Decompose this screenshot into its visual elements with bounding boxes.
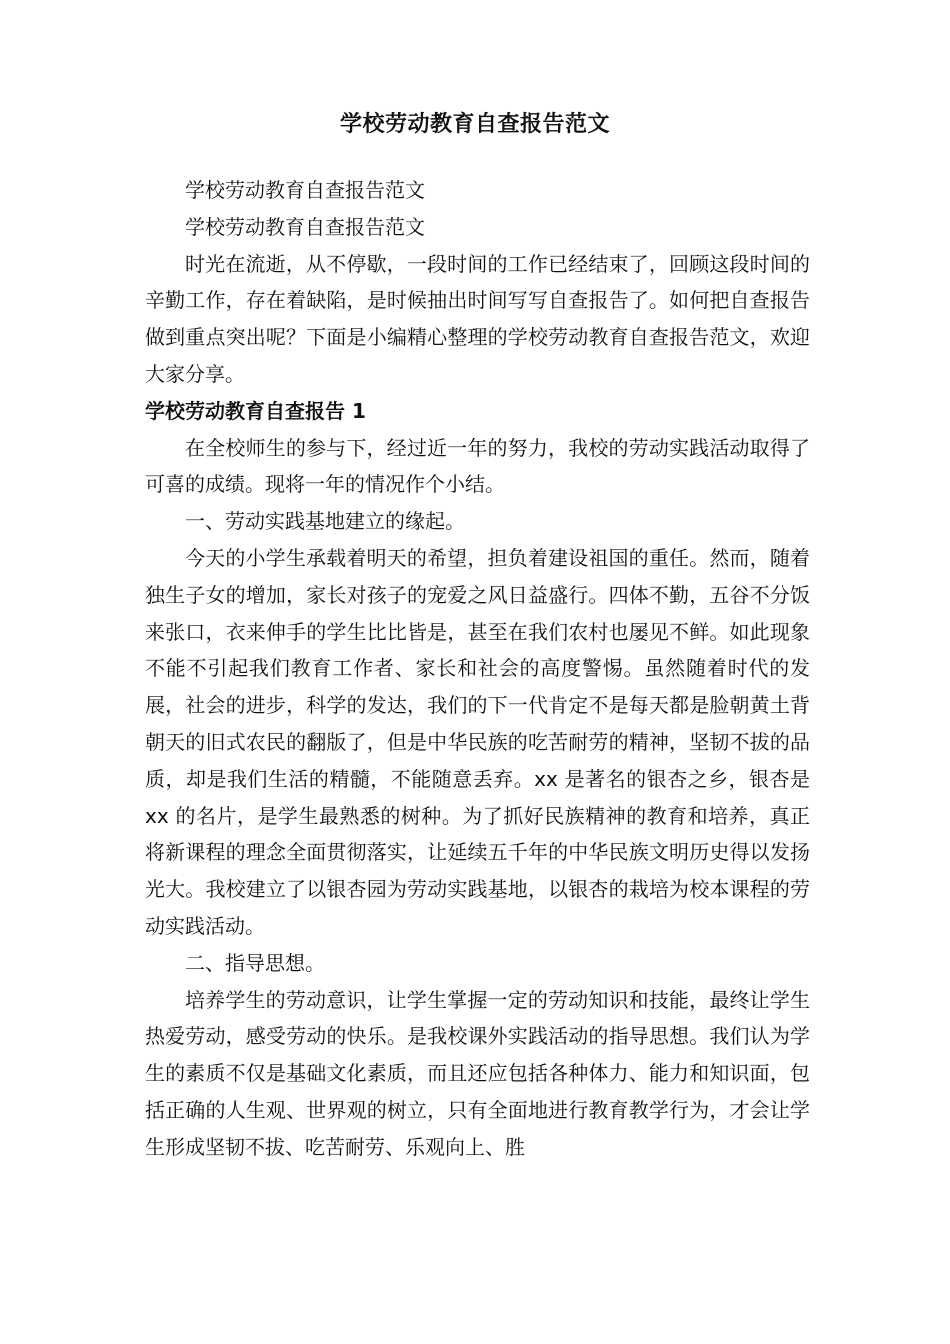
paragraph: 一、劳动实践基地建立的缘起。 — [185, 509, 465, 534]
document-title: 学校劳动教育自查报告范文 — [339, 112, 610, 137]
paragraph: 培养学生的劳动意识，让学生掌握一定的劳动知识和技能，最终让学生热爱劳动，感受劳动的快乐。是我校课外实践活动的指导思想。我们认为学生的素质不仅是基础文化素质，而且还应包括各种体力、能力和知识面，包括正确的人生观、世界观的树立，只有全面地进行教育教学行为，才会让学生形成坚韧不拔、吃苦耐劳、乐观向上、胜 — [145, 987, 810, 1159]
section-heading: 学校劳动教育自查报告 1 — [145, 398, 366, 423]
document-body — [145, 172, 810, 1166]
paragraph: 时光在流逝，从不停歇，一段时间的工作已经结束了，回顾这段时间的辛勤工作，存在着缺陷，是时候抽出时间写写自查报告了。如何把自查报告做到重点突出呢？下面是小编精心整理的学校劳动教育自查报告范文，欢迎大家分享。 — [145, 251, 810, 386]
paragraph: 二、指导思想。 — [185, 950, 325, 975]
paragraph: 今天的小学生承载着明天的希望，担负着建设祖国的重任。然而，随着独生子女的增加，家长对孩子的宠爱之风日益盛行。四体不勤，五谷不分饭来张口，衣来伸手的学生比比皆是，甚至在我们农村也屡见不鲜。如此现象不能不引起我们教育工作者、家长和社会的高度警惕。虽然随着时代的发展，社会的进步，科学的发达，我们的下一代肯定不是每天都是脸朝黄土背朝天的旧式农民的翻版了，但是中华民族的吃苦耐劳的精神，坚韧不拔的品质，却是我们生活的精髓，不能随意丢弃。xx 是著名的银杏之乡，银杏是 xx 的名片，是学生最熟悉的树种。为了抓好民族精神的教育和培养，真正将新课程的理念全面贯彻落实，让延续五千年的中华民族文明历史得以发扬光大。我校建立了以银杏园为劳动实践基地，以银杏的栽培为校本课程的劳动实践活动。 — [145, 545, 810, 938]
paragraph: 学校劳动教育自查报告范文 — [185, 214, 425, 239]
paragraph: 学校劳动教育自查报告范文 — [185, 178, 425, 202]
paragraph: 在全校师生的参与下，经过近一年的努力，我校的劳动实践活动取得了可喜的成绩。现将一年的情况作个小结。 — [145, 435, 810, 497]
